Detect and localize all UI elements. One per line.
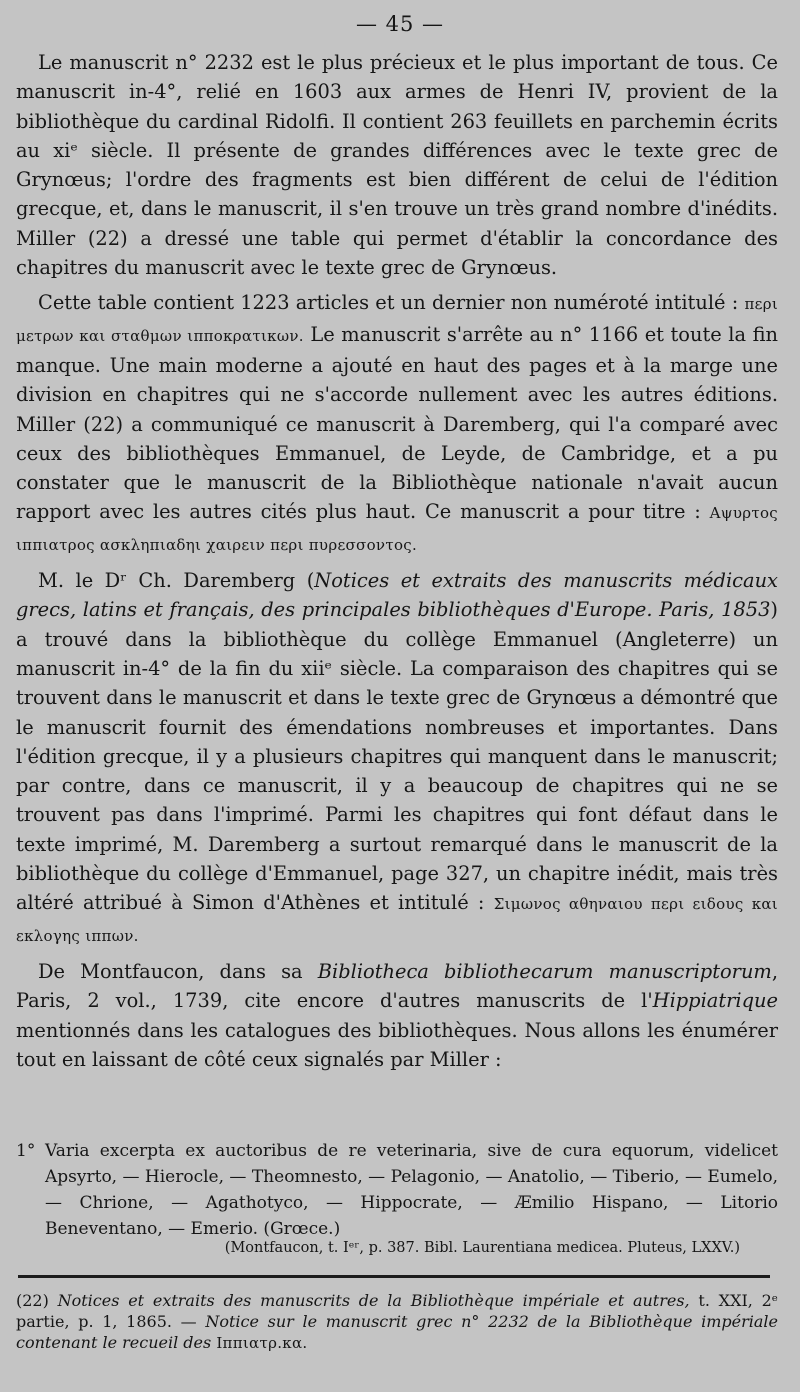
footnote-greek: Ιππιατρ.κα. (216, 1334, 308, 1352)
paragraph-2 (16, 288, 778, 560)
paragraph-3-reference: Notices et extraits des manuscrits médicaux grecs, latins et français, des principales bibliothèques d'Europe. Paris, 1853 (16, 569, 778, 622)
footnote-title-1: Notices et extraits des manuscrits de la Bibliothèque impériale et autres, (57, 1291, 690, 1310)
paragraph-4 (16, 957, 778, 1074)
greek-title-3: Σιμωνος αθηναιου περι ειδους και εκλογης ιππων. (16, 895, 778, 945)
list-item (16, 1138, 778, 1242)
paragraph-2-text-b: Le manuscrit s'arrête au n° 1166 et toute la fin manque. Une main moderne a ajouté en haut des pages et à la marge une division en chapitres qui ne s'accorde nullement avec les autres éditions. Miller (22) a communiqué ce manuscrit à Daremberg, qui l'a comparé avec ceux des bibliothèques Emmanuel, de Leyde, de Cambridge, et a pu constater que le manuscrit de la Bibliothèque nationale n'avait aucun rapport avec les autres cités plus haut. Ce manuscrit a pour titre : (16, 322, 778, 524)
footnote-title-2: Notice sur le manuscrit grec n° 2232 de la Bibliothèque impériale contenant le recueil des (16, 1312, 778, 1352)
paragraph-2-text-a: Cette table contient 1223 articles et un dernier non numéroté intitulé : (38, 291, 739, 315)
greek-title-2: Αψυρτος ιππιατρος ασκληπιαδηι χαιρειν περι πυρεσσοντος. (16, 504, 778, 554)
paragraph-4-text-c: mentionnés dans les catalogues des bibliothèques. Nous allons les énumérer tout en laissant de côté ceux signalés par Miller : (16, 1018, 778, 1071)
paragraph-3 (16, 566, 778, 951)
footnote-volume: t. XXI, 2ᵉ partie, p. 1, 1865. — (16, 1291, 778, 1331)
greek-title-1: περι μετρων και σταθμων ιπποκρατικων. (16, 295, 778, 345)
paragraph-1: Le manuscrit n° 2232 est le plus précieux et le plus important de tous. Ce manuscrit in-4°, relié en 1603 aux armes de Henri IV, provient de la bibliothèque du cardinal Ridolfi. Il contient 263 feuillets en parchemin écrits au xiᵉ siècle. Il présente de grandes différences avec le texte grec de Grynœus; l'ordre des fragments est bien différent de celui de l'édition grecque, et, dans le manuscrit, il s'en trouve un très grand nombre d'inédits. Miller (22) a dressé une table qui permet d'établir la concordance des chapitres du manuscrit avec le texte grec de Grynœus. (16, 51, 778, 280)
footnote-mark: (22) (16, 1291, 49, 1310)
list-item-text: Varia excerpta ex auctoribus de re veterinaria, sive de cura equorum, videlicet Apsyrto, — Hierocle, — Theomnesto, — Pelagonio, — Anatolio, — Tiberio, — Eumelo, — Chrione, — Agathotyco, — Hippocrate, — Æmilio Hispano, — Litorio Beneventano, — Emerio. (Grœce.) (45, 1141, 778, 1239)
list-item-number: 1° (16, 1141, 36, 1161)
paragraph-4-book-title: Bibliotheca bibliothecarum manuscriptorum (317, 959, 772, 983)
footnote (16, 1290, 778, 1354)
enumeration-list (16, 1138, 778, 1242)
paragraph-4-text-a: De Montfaucon, dans sa (38, 959, 318, 983)
paragraph-3-text-b: ) a trouvé dans la bibliothèque du collège Emmanuel (Angleterre) un manuscrit in-4° de la fin du xiiᵉ siècle. La comparaison des chapitres qui se trouvent dans le manuscrit et dans le texte grec de Grynœus a démontré que le manuscrit fournit des émendations nombreuses et importantes. Dans l'édition grecque, il y a plusieurs chapitres qui manquent dans le manuscrit; par contre, dans ce manuscrit, il y a beaucoup de chapitres qui ne se trouvent pas dans l'imprimé. Parmi les chapitres qui font défaut dans le texte imprimé, M. Daremberg a surtout remarqué dans le manuscrit de la bibliothèque du collège d'Emmanuel, page 327, un chapitre inédit, mais très altéré attribué à Simon d'Athènes et intitulé : (16, 598, 778, 915)
paragraph-4-text-b: , Paris, 2 vol., 1739, cite encore d'autres manuscrits de l' (16, 959, 778, 1013)
paragraph-3-text-a: M. le Dʳ Ch. Daremberg ( (38, 569, 315, 593)
paragraph-4-hippiatrique: Hippiatrique (652, 989, 778, 1013)
page-number: — 45 — (355, 12, 445, 36)
montfaucon-citation: (Montfaucon, t. Iᵉʳ, p. 387. Bibl. Laurentiana medicea. Pluteus, LXXV.) (224, 1240, 740, 1256)
footnote-divider (18, 1275, 770, 1278)
body-text (16, 48, 778, 1080)
